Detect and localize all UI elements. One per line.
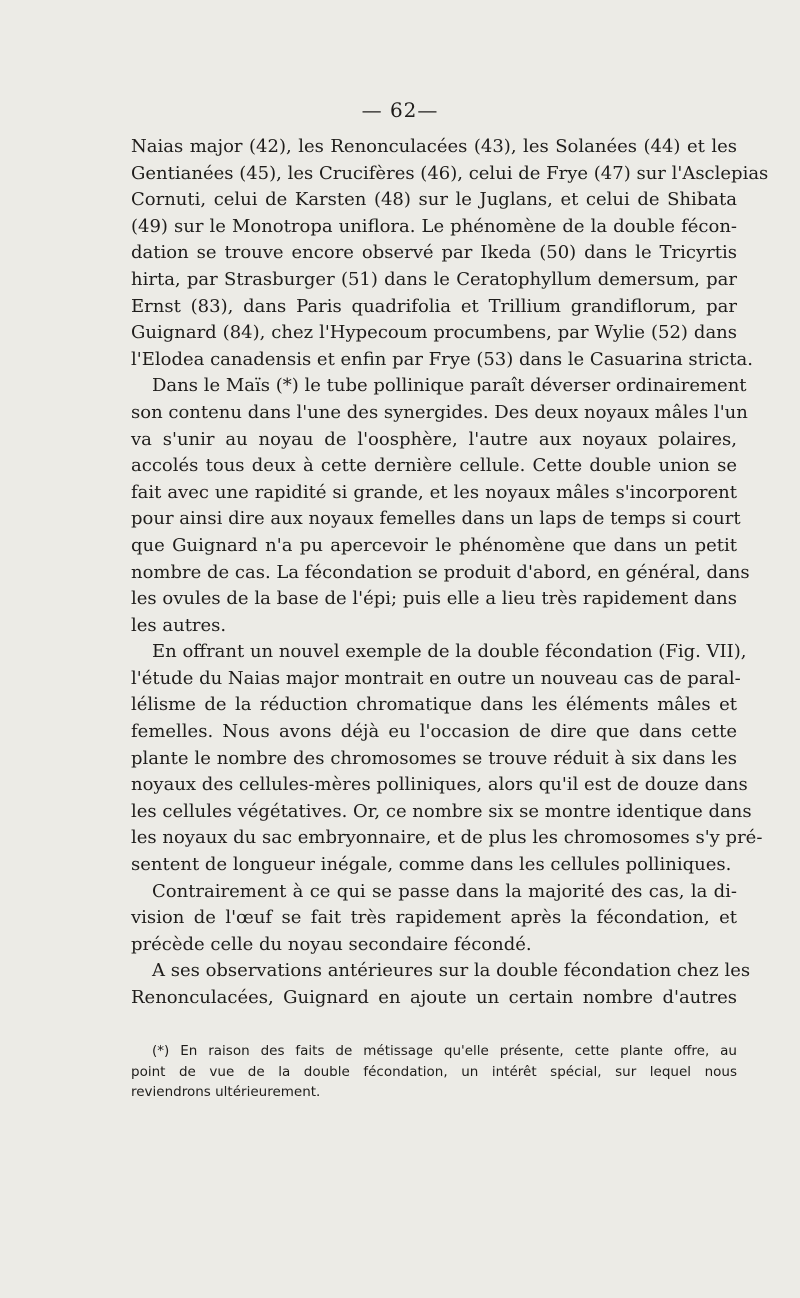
body-text-line: Cornuti, celui de Karsten (48) sur le Juglans, et celui de Shibata bbox=[131, 189, 737, 211]
page-number: — 62— bbox=[361, 98, 439, 122]
body-text-line: pour ainsi dire aux noyaux femelles dans un laps de temps si court bbox=[131, 508, 741, 530]
body-text-line: Dans le Maïs (*) le tube pollinique paraît déverser ordinairement bbox=[152, 375, 747, 397]
body-text bbox=[131, 134, 769, 1012]
body-text-line: accolés tous deux à cette dernière cellule. Cette double union se bbox=[131, 455, 737, 477]
body-text-line: Contrairement à ce qui se passe dans la majorité des cas, la di- bbox=[152, 880, 737, 902]
body-text-line: les cellules végétatives. Or, ce nombre six se montre identique dans bbox=[131, 800, 752, 822]
footnote-line: point de vue de la double fécondation, un intérêt spécial, sur lequel nous bbox=[131, 1063, 737, 1080]
body-text-line: femelles. Nous avons déjà eu l'occasion de dire que dans cette bbox=[131, 721, 737, 743]
body-text-line: précède celle du noyau secondaire fécondé. bbox=[131, 933, 532, 955]
body-text-line: lélisme de la réduction chromatique dans les éléments mâles et bbox=[131, 694, 737, 716]
body-text-line: (49) sur le Monotropa uniflora. Le phénomène de la double fécon- bbox=[131, 215, 737, 237]
body-text-line: les autres. bbox=[131, 614, 227, 636]
body-text-line: nombre de cas. La fécondation se produit d'abord, en général, dans bbox=[131, 561, 750, 583]
body-text-line: Ernst (83), dans Paris quadrifolia et Trillium grandiflorum, par bbox=[131, 295, 737, 317]
body-text-line: l'étude du Naias major montrait en outre un nouveau cas de paral- bbox=[131, 667, 741, 689]
body-text-line: Renonculacées, Guignard en ajoute un certain nombre d'autres bbox=[131, 987, 737, 1008]
body-text-line: que Guignard n'a pu apercevoir le phénomène que dans un petit bbox=[131, 534, 737, 556]
footnote bbox=[131, 1041, 737, 1103]
body-text-line: son contenu dans l'une des synergides. Des deux noyaux mâles l'un bbox=[131, 401, 748, 423]
body-text-line: Guignard (84), chez l'Hypecoum procumbens, par Wylie (52) dans bbox=[131, 322, 737, 344]
body-text-line: va s'unir au noyau de l'oosphère, l'autre aux noyaux polaires, bbox=[131, 428, 737, 450]
body-text-line: les ovules de la base de l'épi; puis elle a lieu très rapidement dans bbox=[131, 588, 737, 610]
body-text-line: sentent de longueur inégale, comme dans les cellules polliniques. bbox=[131, 854, 732, 876]
body-text-line: A ses observations antérieures sur la double fécondation chez les bbox=[152, 960, 751, 982]
body-text-line: En offrant un nouvel exemple de la double fécondation (Fig. VII), bbox=[152, 641, 747, 663]
body-text-line: hirta, par Strasburger (51) dans le Ceratophyllum demersum, par bbox=[131, 268, 737, 290]
body-text-line: vision de l'œuf se fait très rapidement après la fécondation, et bbox=[131, 907, 737, 929]
body-text-line: Naias major (42), les Renonculacées (43), les Solanées (44) et les bbox=[131, 136, 737, 157]
footnote-line: (*) En raison des faits de métissage qu'elle présente, cette plante offre, au bbox=[152, 1043, 737, 1059]
body-text-line: Gentianées (45), les Crucifères (46), celui de Frye (47) sur l'Asclepias bbox=[131, 162, 769, 184]
footnote-line: reviendrons ultérieurement. bbox=[131, 1084, 321, 1100]
body-text-line: les noyaux du sac embryonnaire, et de plus les chromosomes s'y pré- bbox=[131, 827, 763, 849]
body-text-line: dation se trouve encore observé par Ikeda (50) dans le Tricyrtis bbox=[131, 242, 737, 264]
body-text-line: noyaux des cellules-mères polliniques, alors qu'il est de douze dans bbox=[131, 774, 748, 796]
body-text-line: fait avec une rapidité si grande, et les noyaux mâles s'incorporent bbox=[131, 481, 737, 503]
body-text-line: plante le nombre des chromosomes se trouve réduit à six dans les bbox=[131, 747, 737, 769]
body-text-line: l'Elodea canadensis et enfin par Frye (53) dans le Casuarina stricta. bbox=[131, 348, 753, 370]
